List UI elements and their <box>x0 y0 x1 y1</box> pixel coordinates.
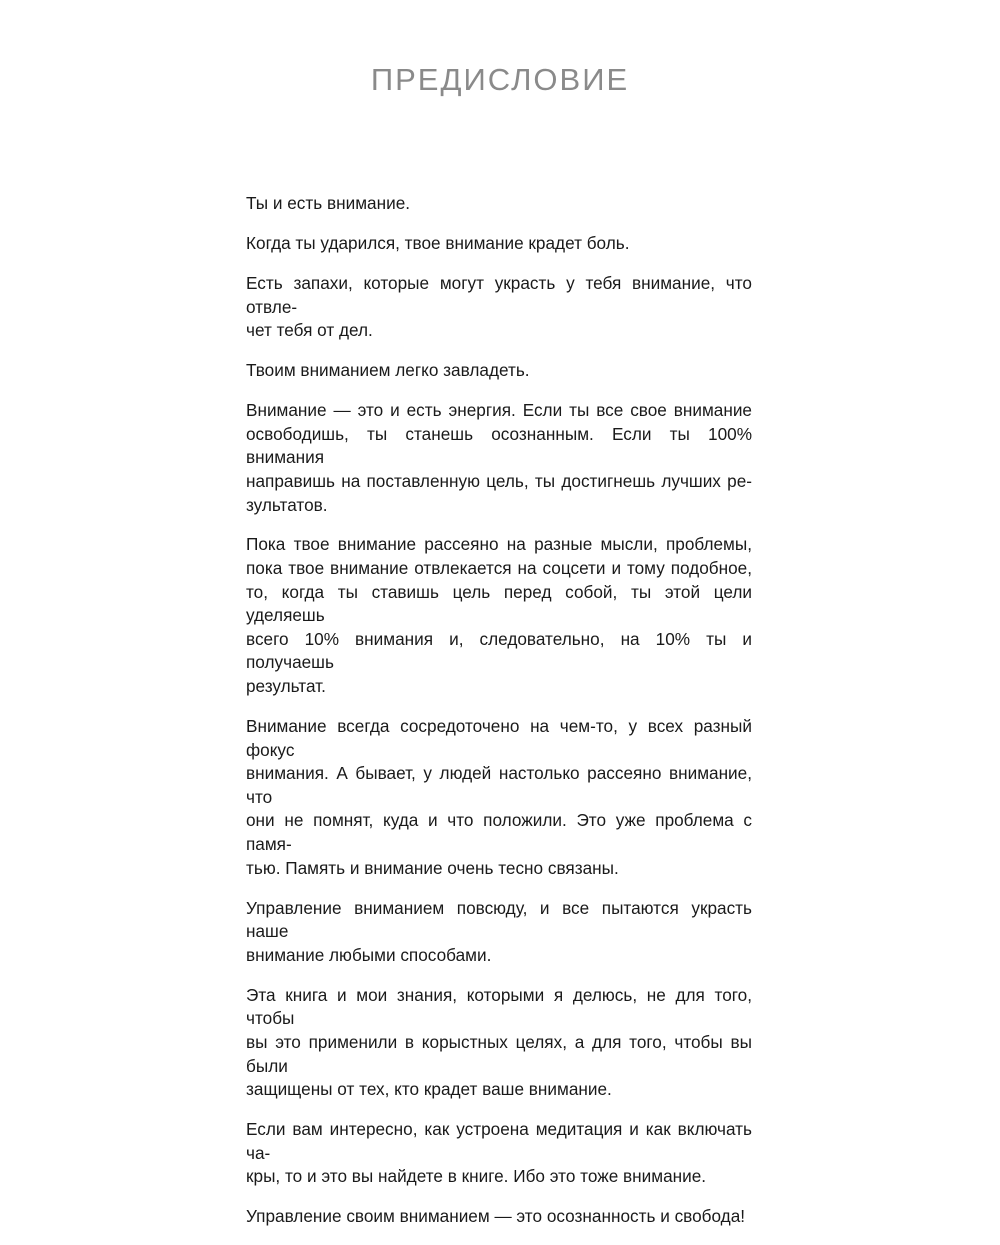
text-line: Когда ты ударился, твое внимание крадет боль. <box>246 232 630 253</box>
text-line: пока твое внимание отвлекается на соцсети и тому подобное, <box>246 558 752 579</box>
paragraph <box>246 533 752 698</box>
text-line: тью. Память и внимание очень тесно связаны. <box>246 857 619 878</box>
text-line: Эта книга и мои знания, которыми я делюсь, не для того, чтобы <box>246 984 752 1029</box>
text-line: Есть запахи, которые могут украсть у тебя внимание, что отвле- <box>246 272 752 317</box>
text-line: освободишь, ты станешь осознанным. Если ты 100% внимания <box>246 423 752 468</box>
text-line: направишь на поставленную цель, ты достигнешь лучших ре- <box>246 470 752 491</box>
text-line: вы это применили в корыстных целях, а для того, чтобы вы были <box>246 1031 752 1076</box>
text-line: внимания. А бывает, у людей настолько рассеяно внимание, что <box>246 763 752 807</box>
text-line: кры, то и это вы найдете в книге. Ибо это тоже внимание. <box>246 1166 707 1187</box>
paragraph <box>246 897 752 968</box>
text-line: Твоим вниманием легко завладеть. <box>246 360 530 381</box>
text-line: чет тебя от дел. <box>246 320 373 341</box>
paragraph <box>246 232 752 256</box>
text-line: Если вам интересно, как устроена медитация и как включать ча- <box>246 1119 752 1163</box>
text-line: зультатов. <box>246 494 328 515</box>
paragraph <box>246 984 752 1102</box>
text-line: Ты и есть внимание. <box>246 193 411 213</box>
text-line: всего 10% внимания и, следовательно, на 10% ты и получаешь <box>246 628 752 673</box>
text-line: результат. <box>246 676 326 697</box>
text-line: Пока твое внимание рассеяно на разные мысли, проблемы, <box>246 534 752 555</box>
text-line: то, когда ты ставишь цель перед собой, ты этой цели уделяешь <box>246 581 752 626</box>
text-line: Управление своим вниманием — это осознанность и свобода! <box>246 1206 746 1227</box>
paragraph <box>246 192 752 216</box>
page-title: ПРЕДИСЛОВИЕ <box>370 62 630 97</box>
paragraph <box>246 1118 752 1189</box>
text-line: внимание любыми способами. <box>246 944 492 965</box>
paragraph <box>246 399 752 517</box>
text-line: они не помнят, куда и что положили. Это уже проблема с памя- <box>246 810 752 854</box>
text-line: Внимание — это и есть энергия. Если ты все свое внимание <box>246 400 752 421</box>
paragraph <box>246 359 752 383</box>
text-line: защищены от тех, кто крадет ваше внимание. <box>246 1079 612 1100</box>
body-text <box>246 192 752 1245</box>
paragraph <box>246 1205 752 1229</box>
text-line: Управление вниманием повсюду, и все пытаются украсть наше <box>246 897 752 942</box>
text-line: Внимание всегда сосредоточено на чем-то, у всех разный фокус <box>246 716 752 760</box>
paragraph <box>246 715 752 880</box>
paragraph <box>246 272 752 343</box>
